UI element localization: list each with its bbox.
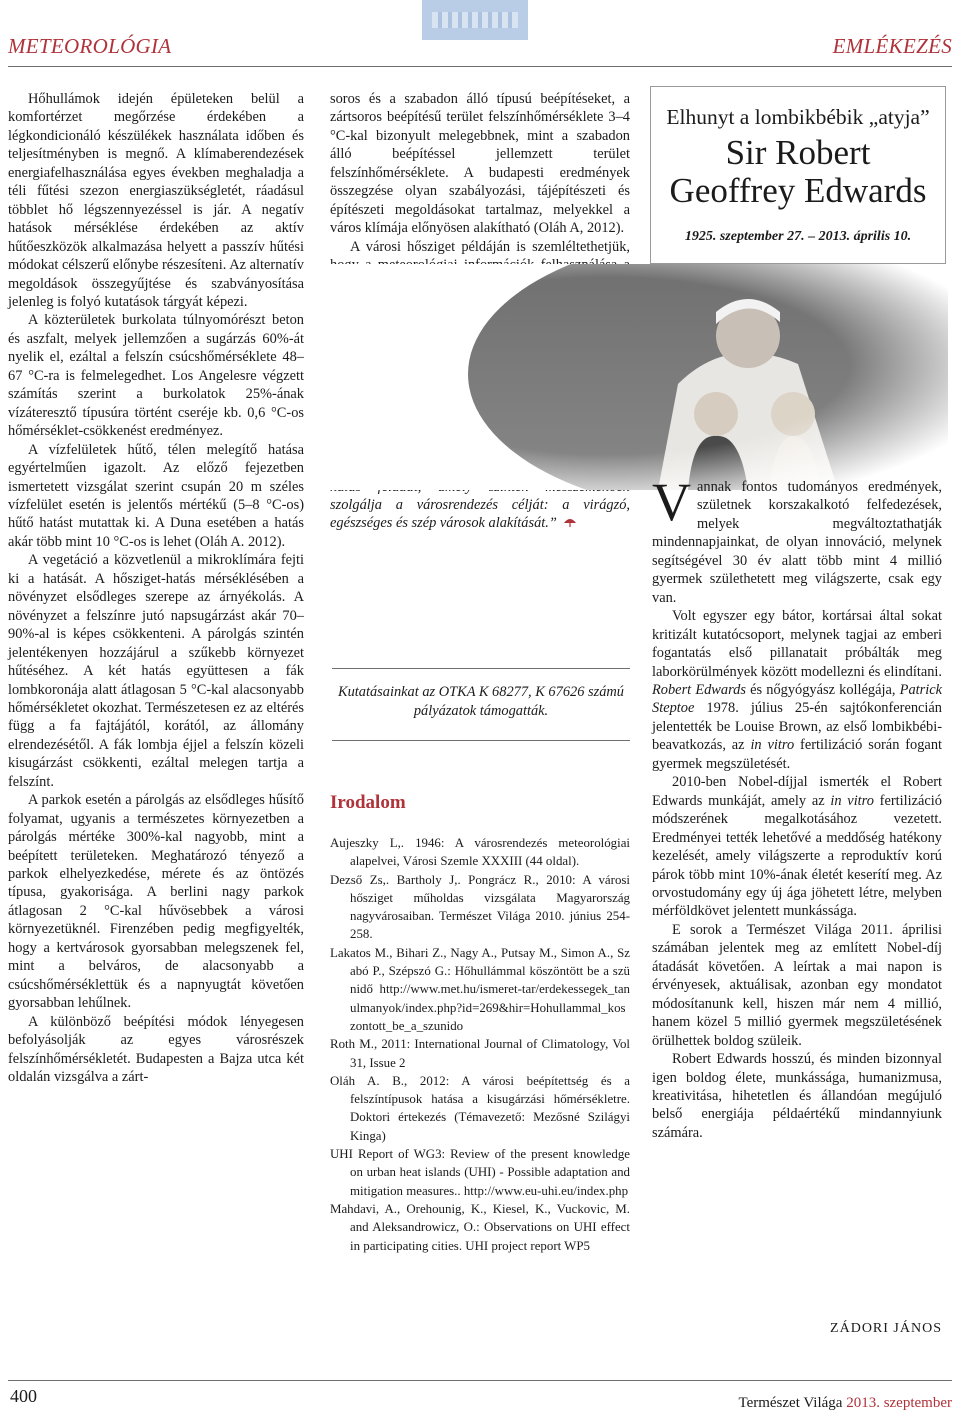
obituary-text-column bbox=[652, 472, 943, 1142]
reference-item: Aujeszky L,. 1946: A városrendezés meteorológiai alapelvei, Városi Szemle XXXIII (44 oldal). bbox=[330, 836, 630, 869]
text: 2010-ben Nobel-díjjal ismerték el Robert Edwards munkáját, amely az bbox=[652, 774, 942, 809]
support-rule-top bbox=[332, 668, 630, 669]
paragraph: A különböző beépítési módok lényegesen befolyásolják az egyes városrészek felszínhőmérsékletét. Budapesten a Bajza utca két oldalán vizsgálva a zárt- bbox=[8, 1013, 304, 1086]
page-number: 400 bbox=[10, 1386, 37, 1406]
edwards-portrait-photo bbox=[328, 264, 948, 490]
paragraph bbox=[652, 773, 942, 921]
paragraph: Robert Edwards hosszú, és minden bizonnyal igen boldog élete, munkássága, humanizmusa, kreativitása, hihetetlen és állandóan megújuló belső energiája példaértékű mindannyiunk számára. bbox=[652, 1051, 942, 1141]
obituary-name-line1: Sir Robert bbox=[725, 133, 871, 172]
text: fertilizáció módszerének megalkotásához vezetett. Eredményei tették lehetővé a meddőség hatékony kezelését, amely világszerte a reproduktív korú párok több mint 10%-ának életét keserítí meg. Az orvostudomány egy új ága jöhetett létre, melyben mérföldkövet jelentett munkássága. bbox=[652, 792, 943, 920]
term: in vitro bbox=[830, 792, 874, 809]
reference-item: Roth M., 2011: International Journal of Climatology, Vol 31, Issue 2 bbox=[330, 1037, 630, 1070]
umbrella-icon bbox=[563, 517, 577, 527]
footer-rule bbox=[8, 1380, 952, 1381]
section-header-right: EMLÉKEZÉS bbox=[832, 34, 952, 58]
obituary-p1: annak fontos tudományos eredmények, születnek korszakalkotó felfedezések, melyek megváltoztathatják mindennapjainkat, de olyan innováció, melynek segítségével 30 év alatt több mint 4 millió gyermek születhetett meg világszerte, csak egy van. bbox=[652, 479, 942, 606]
text: fertilizáció során fogant gyermek megszületését. bbox=[652, 737, 943, 772]
obituary-subtitle: Elhunyt a lombikbébik „atyja” bbox=[666, 105, 930, 129]
person-name: Robert Edwards bbox=[652, 681, 746, 698]
references-heading: Irodalom bbox=[330, 792, 406, 813]
paragraph bbox=[652, 607, 942, 773]
paragraph: A vízfelületek hűtő, télen melegítő hatása egyértelműen igazolt. Az előző fejezetben ismertetett vizsgálat szerint csupán 20 m széles vízfelület esetén is jelentős mértékű (5–8 °C-os) hűtő hatást mutattak ki. A Duna esetében a hatás akár több mint 10 °C-os is lehet (Oláh A. 2012). bbox=[8, 441, 304, 550]
term: in vitro bbox=[750, 737, 795, 754]
reference-item: UHI Report of WG3: Review of the present knowledge on urban heat islands (UHI) - Possible adaptation and mitigation measures.. http://www.eu-uhi.eu/index.php bbox=[330, 1147, 630, 1198]
paragraph: A közterületek burkolata túlnyomórészt beton és aszfalt, melyek jellemzően a sugárzás 60%-át nyelik el, ezáltal a felszín csúcshőmérséklete 48–67 °C-ra is felmelegedhet. Los Angelesre végzett számítás szerint a burkolatok 25%-ának vízáteresztő típusúra történt cseréje kb. 0,6 °C-os hőmérséklet-csökkenést eredményez. bbox=[8, 312, 304, 440]
obituary-name bbox=[650, 134, 946, 210]
issue-date: 2013. szeptember bbox=[846, 1395, 952, 1411]
quote-intro: A városi hősziget példáján is szemléltethetjük, bbox=[350, 238, 630, 255]
magazine-name: Természet Világa bbox=[738, 1395, 843, 1411]
support-rule-bottom bbox=[332, 740, 630, 741]
obituary-name-line2: Geoffrey Edwards bbox=[669, 171, 927, 210]
paragraph: Hőhullámok idején épületeken belül a komfortérzet megőrzése érdekében a légkondicionáló készülékek használata időben és teljesítményben is megnő. A klímaberendezések energiafelhasználása egyes években meghaladja a téli fűtési szezon energiaszükségletét, ráadásul többlet hő légszennyezéssel is jár. A negatív hatások mérséklése érdekében az aktív hűtőeszközök alkalmazása helyett a passzív hűtési módokat célszerű előnybe részesíteni. Az alternatív megoldások összegyűjtése és szabványosítása jelenleg is folyó kutatások tárgyát képezi. bbox=[8, 91, 304, 310]
reference-item: Lakatos M., Bihari Z., Nagy A., Putsay M., Simon A., Szabó P., Szépszó G.: Hőhullámmal köszöntött be a szünidő http://www.met.hu/ismeret-tar/erdekessegek_tanulmanyok/index.php?id=269&hir=Hohullammal_koszontott_be_a_szunido bbox=[330, 945, 630, 1033]
person-name: Patrick Steptoe bbox=[652, 681, 943, 717]
paragraph: A vegetáció a közvetlenül a mikroklímára fejti ki a hatását. A hősziget-hatás mérséklésében a növényzet elsődleges szerepe az árnyékolás. A növényzet a felszínre jutó napsugárzást akár 70–90%-al is képes csökkenteni. A párolgás szintén jelentékenyen hozzájárul a szűkebb környezet hűtéséhez. A két hatás együttesen a fák lombkoronája alatt átlagosan 5 °C-kal alacsonyabb hőmérsékletet okozhat. Természetesen ez az eltérés függ a fa fajtájától, korától, az állomány elrendezésétől. A fák lombja éjjel a felszín közeli kisugárzást csökkenti, ezáltal melegen tartja a felszínt. bbox=[8, 552, 304, 790]
section-header-left: METEOROLÓGIA bbox=[8, 34, 172, 58]
reference-item: Mahdavi, A., Orehounig, K., Kiesel, K., Vuckovic, M. and Aleksandrowicz, O.: Observations on UHI effect in participating cities. UHI project report WP5 bbox=[330, 1201, 630, 1253]
footer-magazine bbox=[738, 1395, 952, 1412]
article-column-1 bbox=[8, 90, 304, 1086]
paragraph: soros és a szabadon álló típusú beépítéseket, a zártsoros beépítésű terület felszínhőmérséklete 3–4 °C-kal bizonyult melegebbnek, mint a szabadon álló beépítéssel jellemzett terület felszínhőmérséklete. A budapesti eredmények összegzése olyan szabályozási, tájépítészeti és építészeti megoldásokat tartalmaz, melyekkel a város klímája előnyösen alakítható (Oláh A, 2012). bbox=[330, 91, 630, 237]
reference-item: Dezső Zs,. Bartholy J,. Pongrácz R., 2010: A városi hősziget műholdas vizsgálata Magyarország nagyvárosaiban. Természet Világa 2010. június 254-258. bbox=[330, 872, 630, 942]
author-signature: ZÁDORI JÁNOS bbox=[830, 1321, 942, 1336]
magazine-logo-badge bbox=[422, 0, 528, 40]
text: 1978. július 25-én sajtókonferencián jelentették be Louise Brown, az első lombikbébi-beavatkozás, az bbox=[652, 700, 942, 754]
text: és nőgyógyász kollégája, bbox=[745, 681, 900, 698]
paragraph: A parkok esetén a párolgás az elsődleges hűsítő folyamat, ugyanis a természetes környezetben a párolgás mértéke 300%-kal nagyobb, mint a beépített területeken. Meghatározó tényező a parkok elhelyezkedése, mérete és az öntözés típusa, gyakorisága. A berlini nagy parkok átlagosan 2 °C-kal hűvösebbek a városi környezetüknél. Firenzében pedig megfigyelték, hogy a kertvárosok gyorsabban melegszenek fel, mint a belváros, de alacsonyabb a csúcshőmérséklettük és a napnyugtát követően gyorsabban lehűlnek. bbox=[8, 792, 304, 1012]
aujeszky-quote: szolgálja a városrendezés célját: a virágzó, egészséges és szép városok alakítását.” bbox=[330, 496, 630, 532]
paragraph: E sorok a Természet Világa 2011. áprilisi számában jelentek meg az említett Nobel-díj átadását követően. A leírtak a mai napon is érvényesek, aktuálisak, azonban egy mondatot módosítanunk kell, hiszen már nem 4 millió, hanem közel 5 millió gyermek megszületésének örülhettek boldog szüleik. bbox=[652, 921, 942, 1049]
reference-item: Oláh A. B., 2012: A városi beépítettség és a felszíntípusok hatása a kisugárzási hőmérsékletre. Doktori értekezés (Témavezető: Mezősné Szilágyi Kinga) bbox=[330, 1073, 630, 1143]
obituary-dates: 1925. szeptember 27. – 2013. április 10. bbox=[684, 229, 912, 244]
drop-cap: V bbox=[652, 472, 691, 532]
header-rule bbox=[8, 66, 952, 67]
funding-note: Kutatásainkat az OTKA K 68277, K 67626 számú pályázatok támogatták. bbox=[338, 684, 624, 719]
obituary-lead-paragraph bbox=[652, 472, 942, 607]
text: Volt egyszer egy bátor, kortársai által sokat kritizált kutatócsoport, melynek tagjai az emberi fogantatás első pillanatait próbálták meg laborkörülmények között modellezni és elindítani. bbox=[652, 608, 942, 680]
references-list bbox=[330, 834, 630, 1255]
